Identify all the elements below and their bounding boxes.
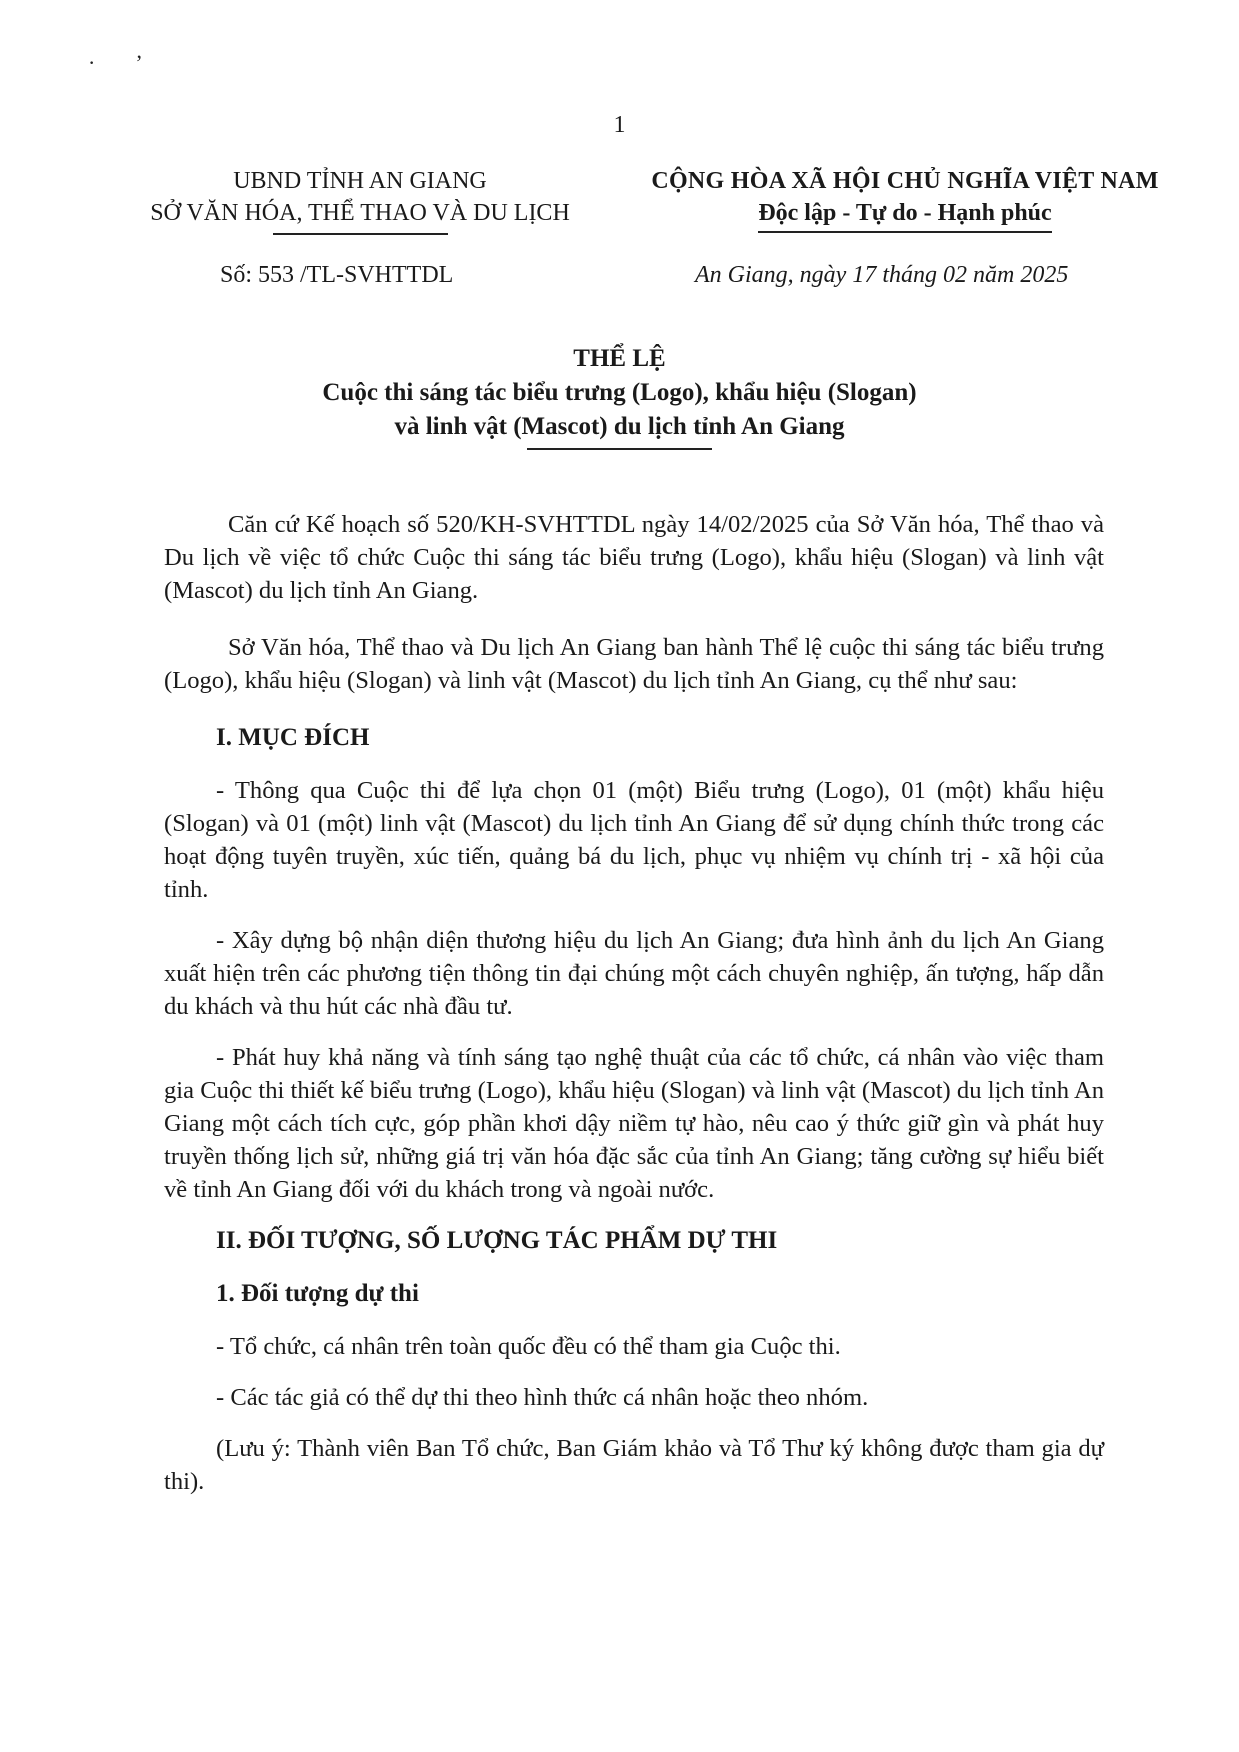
intro-paragraph-1: Căn cứ Kế hoạch số 520/KH-SVHTTDL ngày 14/02/2025 của Sở Văn hóa, Thể thao và Du lịch về việc tổ chức Cuộc thi sáng tác biểu trưng (Logo), khẩu hiệu (Slogan) và linh vật (Mascot) du lịch tỉnh An Giang. (164, 511, 1104, 604)
title-underline (527, 448, 712, 450)
participant-note: (Lưu ý: Thành viên Ban Tổ chức, Ban Giám khảo và Tổ Thư ký không được tham gia dự thi). (164, 1435, 1104, 1495)
national-title: CỘNG HÒA XÃ HỘI CHỦ NGHĨA VIỆT NAM (651, 168, 1159, 194)
participant-item-1: - Tổ chức, cá nhân trên toàn quốc đều có thể tham gia Cuộc thi. (216, 1333, 841, 1360)
agency-name: SỞ VĂN HÓA, THỂ THAO VÀ DU LỊCH (150, 200, 570, 226)
purpose-item-1: - Thông qua Cuộc thi để lựa chọn 01 (một) Biểu trưng (Logo), 01 (một) khẩu hiệu (Slogan) và 01 (một) linh vật (Mascot) du lịch tỉnh An Giang để sử dụng chính thức trong các hoạt động tuyên truyền, xúc tiến, quảng bá du lịch, phục vụ nhiệm vụ chính trị - xã hội của tỉnh. (164, 777, 1104, 903)
document-title-block (0, 342, 1239, 450)
page-number: 1 (613, 112, 626, 138)
document-subtitle-line1: Cuộc thi sáng tác biểu trưng (Logo), khẩu hiệu (Slogan) (322, 379, 917, 406)
participant-item-2: - Các tác giả có thể dự thi theo hình thức cá nhân hoặc theo nhóm. (216, 1384, 869, 1411)
document-date: An Giang, ngày 17 tháng 02 năm 2025 (695, 262, 1069, 288)
national-motto: Độc lập - Tự do - Hạnh phúc (758, 197, 1051, 233)
document-subtitle-line2: và linh vật (Mascot) du lịch tỉnh An Giang (394, 413, 845, 440)
national-title-block (620, 165, 1190, 233)
section-1-heading: I. MỤC ĐÍCH (216, 724, 370, 751)
intro-paragraph-2: Sở Văn hóa, Thể thao và Du lịch An Giang ban hành Thể lệ cuộc thi sáng tác biểu trưng (Logo), khẩu hiệu (Slogan) và linh vật (Mascot) du lịch tỉnh An Giang, cụ thể như sau: (164, 634, 1104, 694)
document-title: THỂ LỆ (573, 345, 666, 372)
agency-parent: UBND TỈNH AN GIANG (233, 168, 487, 194)
section-2-heading: II. ĐỐI TƯỢNG, SỐ LƯỢNG TÁC PHẨM DỰ THI (216, 1227, 778, 1254)
subsection-2-1-heading: 1. Đối tượng dự thi (216, 1280, 419, 1307)
agency-underline (273, 233, 448, 235)
purpose-item-2: - Xây dựng bộ nhận diện thương hiệu du lịch An Giang; đưa hình ảnh du lịch An Giang xuất hiện trên các phương tiện thông tin đại chúng một cách chuyên nghiệp, ấn tượng, hấp dẫn du khách và thu hút các nhà đầu tư. (164, 927, 1104, 1020)
scan-specks: ·’ (88, 50, 183, 75)
purpose-item-3: - Phát huy khả năng và tính sáng tạo nghệ thuật của các tổ chức, cá nhân vào việc tham gia Cuộc thi thiết kế biểu trưng (Logo), khẩu hiệu (Slogan) và linh vật (Mascot) du lịch tỉnh An Giang một cách tích cực, góp phần khơi dậy niềm tự hào, nêu cao ý thức giữ gìn và phát huy truyền thống lịch sử, những giá trị văn hóa đặc sắc của tỉnh An Giang; tăng cường sự hiểu biết về tỉnh An Giang đối với du khách trong và ngoài nước. (164, 1044, 1104, 1203)
document-number: Số: 553 /TL-SVHTTDL (220, 262, 454, 288)
document-body (164, 508, 1104, 1516)
issuing-agency-block (110, 165, 610, 235)
